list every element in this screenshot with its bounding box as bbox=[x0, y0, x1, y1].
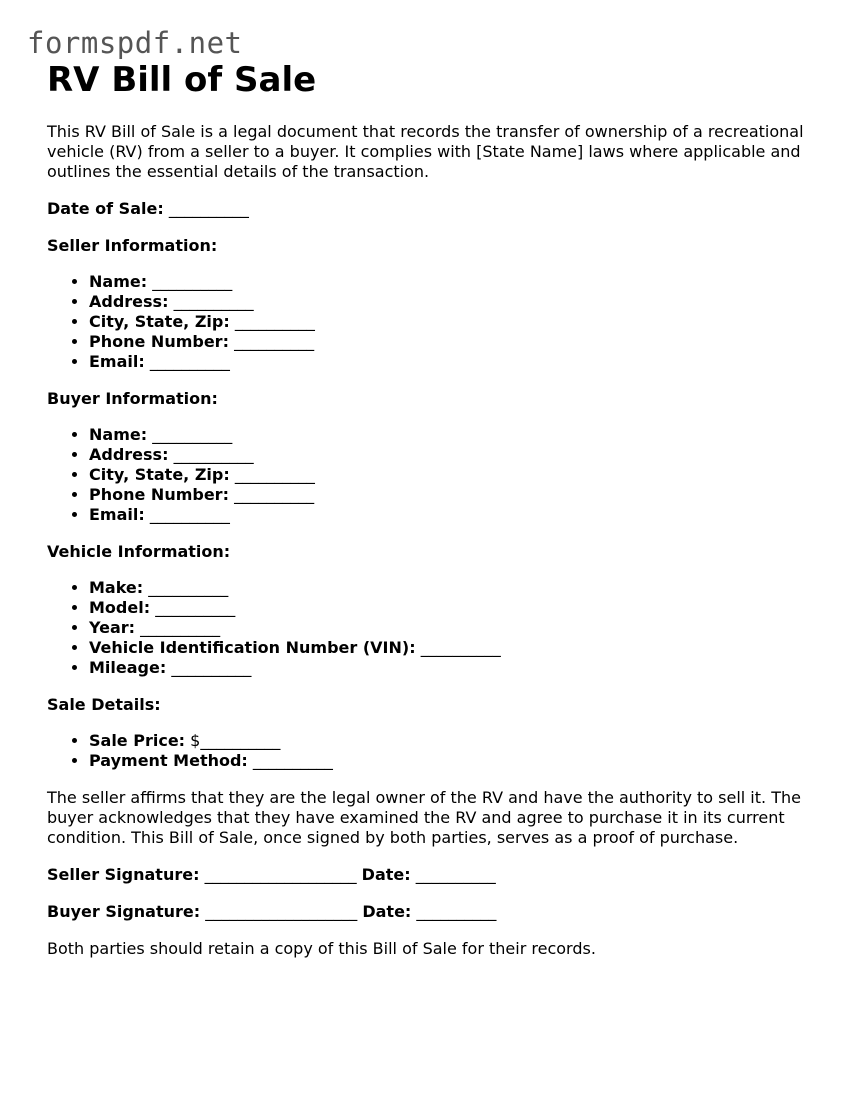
seller-section-heading: Seller Information: bbox=[47, 236, 218, 255]
sale-section-heading: Sale Details: bbox=[47, 695, 161, 714]
field-blank[interactable]: __________ bbox=[234, 312, 315, 331]
field-label: Make: bbox=[89, 578, 144, 597]
field-label: Mileage: bbox=[89, 658, 167, 677]
vehicle-vin-field bbox=[89, 638, 817, 658]
seller-city-state-zip-field bbox=[89, 312, 817, 332]
seller-signature-label: Seller Signature: bbox=[47, 865, 200, 884]
seller-signature-line bbox=[47, 865, 817, 885]
buyer-field-list bbox=[47, 425, 817, 525]
field-label: Name: bbox=[89, 272, 148, 291]
buyer-section-heading: Buyer Information: bbox=[47, 389, 218, 408]
field-label: Email: bbox=[89, 352, 145, 371]
watermark: formspdf.net bbox=[27, 26, 243, 60]
sale-field-list bbox=[47, 731, 817, 771]
affirmation-paragraph: The seller affirms that they are the legal owner of the RV and have the authority to sell it. The buyer acknowledges that they have examined the RV and agree to purchase it in its current condition. This Bill of Sale, once signed by both parties, serves as a proof of purchase. bbox=[47, 788, 801, 847]
seller-date-label: Date: bbox=[361, 865, 411, 884]
buyer-address-field bbox=[89, 445, 817, 465]
seller-signature-blank[interactable]: ___________________ bbox=[204, 865, 357, 884]
field-label: Model: bbox=[89, 598, 151, 617]
field-blank[interactable]: __________ bbox=[173, 445, 254, 464]
field-blank[interactable]: __________ bbox=[155, 598, 236, 617]
seller-address-field bbox=[89, 292, 817, 312]
vehicle-mileage-field bbox=[89, 658, 817, 678]
seller-date-blank[interactable]: __________ bbox=[415, 865, 496, 884]
seller-phone-field bbox=[89, 332, 817, 352]
field-blank[interactable]: __________ bbox=[234, 465, 315, 484]
vehicle-make-field bbox=[89, 578, 817, 598]
vehicle-year-field bbox=[89, 618, 817, 638]
payment-method-field bbox=[89, 751, 817, 771]
seller-field-list bbox=[47, 272, 817, 372]
field-label: Phone Number: bbox=[89, 332, 229, 351]
field-blank[interactable]: __________ bbox=[420, 638, 501, 657]
vehicle-section-heading: Vehicle Information: bbox=[47, 542, 231, 561]
field-label: Phone Number: bbox=[89, 485, 229, 504]
buyer-city-state-zip-field bbox=[89, 465, 817, 485]
seller-name-field bbox=[89, 272, 817, 292]
field-blank[interactable]: __________ bbox=[149, 352, 230, 371]
document-title: RV Bill of Sale bbox=[47, 60, 317, 100]
field-label: Payment Method: bbox=[89, 751, 248, 770]
field-blank[interactable]: __________ bbox=[152, 425, 233, 444]
buyer-email-field bbox=[89, 505, 817, 525]
field-label: Name: bbox=[89, 425, 148, 444]
field-blank[interactable]: __________ bbox=[140, 618, 221, 637]
field-label: Address: bbox=[89, 445, 169, 464]
field-blank[interactable]: __________ bbox=[252, 751, 333, 770]
intro-paragraph: This RV Bill of Sale is a legal document that records the transfer of ownership of a recreational vehicle (RV) from a seller to a buyer. It complies with [State Name] laws where applicable and outlines the essential details of the transaction. bbox=[47, 122, 804, 181]
field-blank[interactable]: __________ bbox=[152, 272, 233, 291]
seller-email-field bbox=[89, 352, 817, 372]
buyer-signature-blank[interactable]: ___________________ bbox=[205, 902, 358, 921]
date-of-sale-blank[interactable]: __________ bbox=[168, 199, 249, 218]
field-label: Sale Price: bbox=[89, 731, 186, 750]
buyer-signature-label: Buyer Signature: bbox=[47, 902, 201, 921]
field-label: City, State, Zip: bbox=[89, 465, 230, 484]
field-blank[interactable]: __________ bbox=[149, 505, 230, 524]
field-label: City, State, Zip: bbox=[89, 312, 230, 331]
field-blank[interactable]: __________ bbox=[173, 292, 254, 311]
field-blank[interactable]: $__________ bbox=[190, 731, 281, 750]
footer-note: Both parties should retain a copy of this Bill of Sale for their records. bbox=[47, 939, 596, 958]
field-label: Vehicle Identification Number (VIN): bbox=[89, 638, 416, 657]
field-blank[interactable]: __________ bbox=[234, 485, 315, 504]
buyer-date-blank[interactable]: __________ bbox=[416, 902, 497, 921]
document-body bbox=[47, 58, 817, 959]
buyer-signature-line bbox=[47, 902, 817, 922]
vehicle-field-list bbox=[47, 578, 817, 678]
buyer-name-field bbox=[89, 425, 817, 445]
field-label: Year: bbox=[89, 618, 136, 637]
buyer-date-label: Date: bbox=[362, 902, 412, 921]
field-blank[interactable]: __________ bbox=[171, 658, 252, 677]
field-blank[interactable]: __________ bbox=[234, 332, 315, 351]
field-label: Email: bbox=[89, 505, 145, 524]
date-of-sale-field bbox=[47, 199, 817, 219]
date-of-sale-label: Date of Sale: bbox=[47, 199, 164, 218]
field-blank[interactable]: __________ bbox=[148, 578, 229, 597]
field-label: Address: bbox=[89, 292, 169, 311]
vehicle-model-field bbox=[89, 598, 817, 618]
buyer-phone-field bbox=[89, 485, 817, 505]
sale-price-field bbox=[89, 731, 817, 751]
